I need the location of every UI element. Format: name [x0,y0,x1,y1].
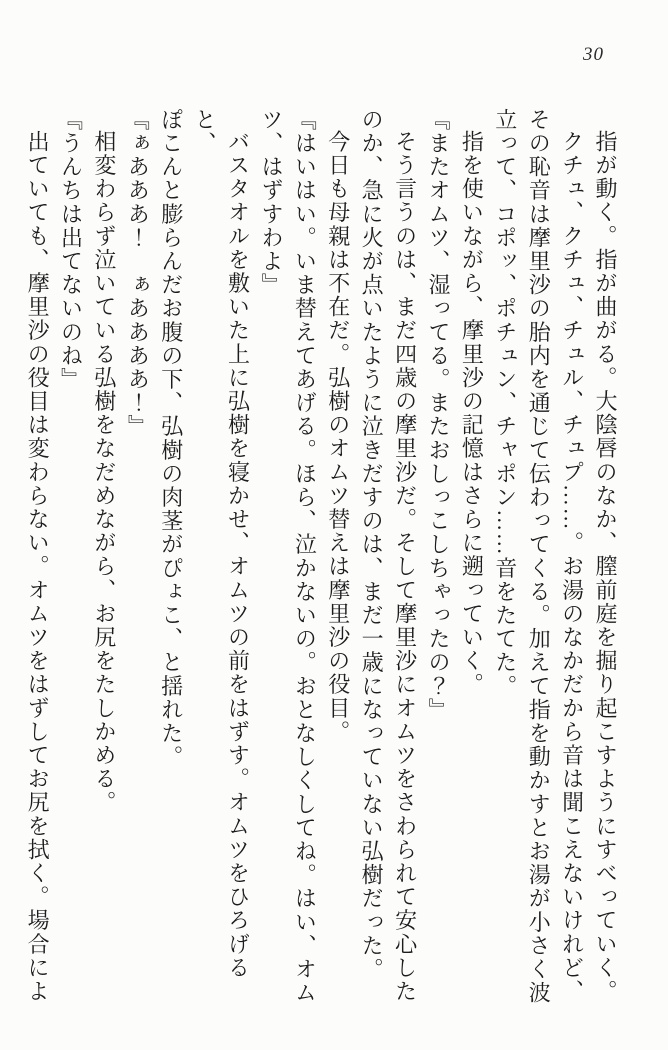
text-line: ぽこんと膨らんだお腹の下、弘樹の肉茎がぴょこ、と揺れた。 [158,108,184,769]
text-line: 指が動く。指が曲がる。大陰唇のなか、膣前庭を掘り起こすようにすべっていく。 [593,130,618,1004]
text-line: その恥音は摩里沙の胎内を通じて伝わってくる。加えて指を動かすとお湯が小さく波 [526,108,552,1005]
text-line: そう言うのは、まだ四歳の摩里沙だ。そして摩里沙にオムツをさわられて安心した [392,130,418,1004]
text-block [21,108,622,1022]
text-line: のか、急に火が点いたように泣きだすのは、まだ一歳になっていない弘樹だった。 [359,108,385,982]
text-line: 『ぁあああ！ ぁああああ！』 [125,108,151,439]
text-line: 出ていても、摩里沙の役目は変わらない。オムツをはずしてお尻を拭く。場合によ [25,130,51,1004]
text-line: クチュ、クチュ、チュル、チュプ……。お湯のなかだから音は聞こえないけれど、 [559,130,585,1004]
page-number: 30 [583,44,604,65]
text-line: 指を使いながら、摩里沙の記憶はさらに遡っていく。 [459,130,485,697]
text-line: 今日も母親は不在だ。弘樹のオムツ替えは摩里沙の役目。 [325,130,351,744]
text-line: 『はいはい。いま替えてあげる。ほら、泣かないの。おとなしくしてね。はい、オム [292,108,318,1005]
text-line: 『うんちは出てないのね』 [58,108,84,392]
text-line: 相変わらず泣いている弘樹をなだめながら、お尻をたしかめる。 [91,130,117,815]
text-line: 立って、コポッ、ポチュン、チャポン……音をたてた。 [492,108,518,698]
text-line: バスタオルを敷いた上に弘樹を寝かせ、オムツの前をはずす。オムツをひろげると、 [192,108,251,980]
text-line: 『またオムツ、湿ってる。またおしっこしちゃったの？』 [425,108,451,722]
text-line: ツ、はずすわよ』 [258,108,284,297]
